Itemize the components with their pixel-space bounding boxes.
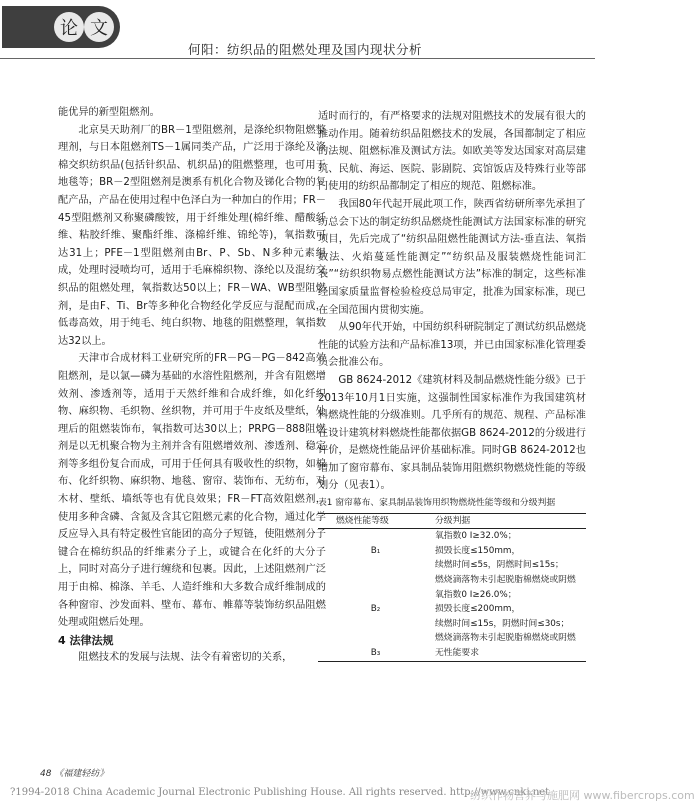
- criteria-cell: 燃烧滴落物未引起脱脂棉燃烧或阴燃: [435, 575, 576, 586]
- grade-cell: [318, 558, 433, 573]
- table-row: [318, 529, 586, 544]
- section-seal-logo: [2, 6, 120, 48]
- criteria-cell: 氧指数0 I≥32.0%；: [435, 531, 517, 542]
- flammability-grading-table: [318, 513, 586, 662]
- header-grade: 燃烧性能等级: [318, 513, 433, 529]
- running-title: 何阳：纺织品的阻燃处理及国内现状分析: [188, 42, 423, 57]
- paragraph: 天津市合成材料工业研究所的FR－PG－PG－842高效阻燃剂，是以氯—磷为基础的水溶性阻燃剂，并含有阻燃增效剂、渗透剂等，适用于天然纤维和合成纤维，如化纤织物、麻织物、毛织物、丝织物，并可用于牛皮纸及壁纸，处理后的阻燃装饰布，氧指数可达30以上；PRPG－888阻燃剂是以无机聚合物为主剂并含有阻燃增效剂、渗透剂、稳定剂等多组份复合而成，可用于任何具有吸收性的织物，如棉布、化纤织物、麻织物、地毯、窗帘、装饰布、无纺布，对木材、壁纸、墙纸等也有优良效果；FR－FT高效阻燃剂，使用多种含磷、含氮及含其它阻燃元素的化合物，通过化学反应导入具有特定极性官能团的高分子短链，使阻燃剂分子键合在棉纺织品的纤维素分子上，或键合在化纤的大分子上，同时对高分子进行缠绕和包裹。因此，上述阻燃剂广泛用于由棉、棉涤、羊毛、人造纤维和大多数合成纤维制成的各种窗帘、沙发面料、壁布、幕布、帷幕等装饰纺织品阻燃处理或阻燃后处理。: [58, 353, 326, 629]
- paragraph: 北京昊天助剂厂的BR－1型阻燃剂，是涤纶织物阻燃整理剂，与日本阻燃剂TS－1属同类产品，广泛用于涤纶及涤棉交织纺织品(包括针织品、机织品)的阻燃整理，也可用于地毯等；BR－2型阻燃剂是澳系有机化合物及锑化合物的复配产品，产品在使用过程中色泽白为一种加白的作用；FR－45型阻燃剂又称聚磷酸铵，用于纤维处理(棉纤维、醋酸纤维、粘胶纤维、聚酯纤维、涤棉纤维、锦纶等)，氧指数可达31上；PFE－1型阻燃剂由Br、P、Sb、N多种元素组成，处理时浸喷均可，适用于毛麻棉织物、涤纶以及混纺交织品的阻燃处理，氧指数达50以上；FR－WA、WB型阻燃剂，是由F、Ti、Br等多种化合物经化学反应与混配而成，低毒高效，用于纯毛、纯白织物、地毯的阻燃整理，氧指数达32以上。: [58, 124, 326, 347]
- paragraph: 从90年代开始，中国纺织科研院制定了测试纺织品燃烧性能的试验方法和产品标准13项，并已由国家标准化管理委员会批准公布。: [318, 322, 586, 369]
- table-row: [318, 617, 586, 632]
- criteria-cell: 损毁长度≤150mm，: [435, 545, 521, 556]
- table-row: [318, 646, 586, 661]
- grade-cell: B₁: [370, 545, 381, 556]
- table-row: [318, 544, 586, 559]
- grade-cell: B₃: [318, 646, 433, 661]
- site-watermark: 纺织作物营养与施肥网 www.fibercrops.com: [470, 789, 695, 802]
- criteria-cell: 损毁长度≤200mm，: [435, 604, 521, 615]
- copyright-line: ?1994-2018 China Academic Journal Electronic Publishing House. All rights reserved. http://www.cnki.net: [10, 787, 550, 798]
- criteria-cell: 氧指数0 I≥26.0%；: [435, 589, 517, 600]
- section-heading: 4 法律法规: [58, 633, 114, 647]
- header-criteria: 分级判据: [433, 513, 586, 529]
- criteria-cell: 续燃时间≤5s，阴燃时间≤15s；: [435, 560, 564, 571]
- left-column: [58, 104, 326, 667]
- grade-cell: B₂: [370, 604, 381, 615]
- page-number-label: 48 《福建轻纺》: [40, 769, 109, 779]
- grade-cell: [318, 588, 433, 603]
- seal-char-lun: 论: [54, 12, 84, 42]
- paragraph: 我国80年代起开展此项工作，陕西省纺研所率先承担了纺总会下达的制定纺织品燃烧性能测试方法国家标准的研究项目，先后完成了“纺织品阻燃性能测试方法-垂直法、氧指数法、火焰蔓延性能测定”“纺织品及服装燃烧性能词汇表”“纺织织物易点燃性能测试方法”标准的制定，这些标准经国家质量监督检验检疫总局审定，批准为国家标准，现已在全国范围内贯彻实施。: [318, 198, 586, 316]
- grade-cell: [318, 573, 433, 588]
- right-column: [318, 108, 586, 662]
- criteria-cell: 无性能要求: [433, 646, 586, 661]
- paragraph: 适时而行的，有严格要求的法规对阻燃技术的发展有很大的推动作用。随着纺织品阻燃技术的发展，各国都制定了相应的法规、阻燃标准及测试方法。如欧美等发达国家对高层建筑、民航、海运、医院、影剧院、宾馆饭店及特殊行业等部门使用的纺织品都制定了相应的规范、阻燃标准。: [318, 111, 586, 193]
- grade-cell: [318, 617, 433, 632]
- table-row: [318, 602, 586, 617]
- table-row: [318, 631, 586, 646]
- table-row: [318, 573, 586, 588]
- criteria-cell: 续燃时间≤15s，阴燃时间≤30s；: [435, 618, 570, 629]
- paragraph: GB 8624-2012《建筑材料及制品燃烧性能分级》已于2013年10月1日实施，这强制性国家标准作为我国建筑材料燃烧性能的分级准则。几乎所有的规范、规程、产品标准在设计建筑材料燃烧性能都依据GB 8624-2012的分级进行评价，是燃烧性能品评价基础标准。同时GB 8624-2012也增加了窗帘幕布、家具制品装饰用阻燃织物燃烧性能的等级划分（见表1）。: [318, 374, 586, 492]
- table-header-row: [318, 513, 586, 529]
- table-row: [318, 588, 586, 603]
- paragraph: 能优异的新型阻燃剂。: [58, 107, 160, 118]
- grade-cell: [318, 529, 433, 544]
- paragraph: 阻燃技术的发展与法规、法令有着密切的关系，: [78, 652, 293, 664]
- criteria-cell: 燃烧滴落物未引起脱脂棉燃烧或阴燃: [435, 633, 576, 644]
- grade-cell: [318, 631, 433, 646]
- page-header: [0, 0, 595, 58]
- table-row: [318, 558, 586, 573]
- seal-char-wen: 文: [84, 12, 114, 42]
- table-caption: 表1 窗帘幕布、家具制品装饰用织物燃烧性能等级和分级判据: [318, 498, 556, 509]
- header-divider: [0, 58, 595, 59]
